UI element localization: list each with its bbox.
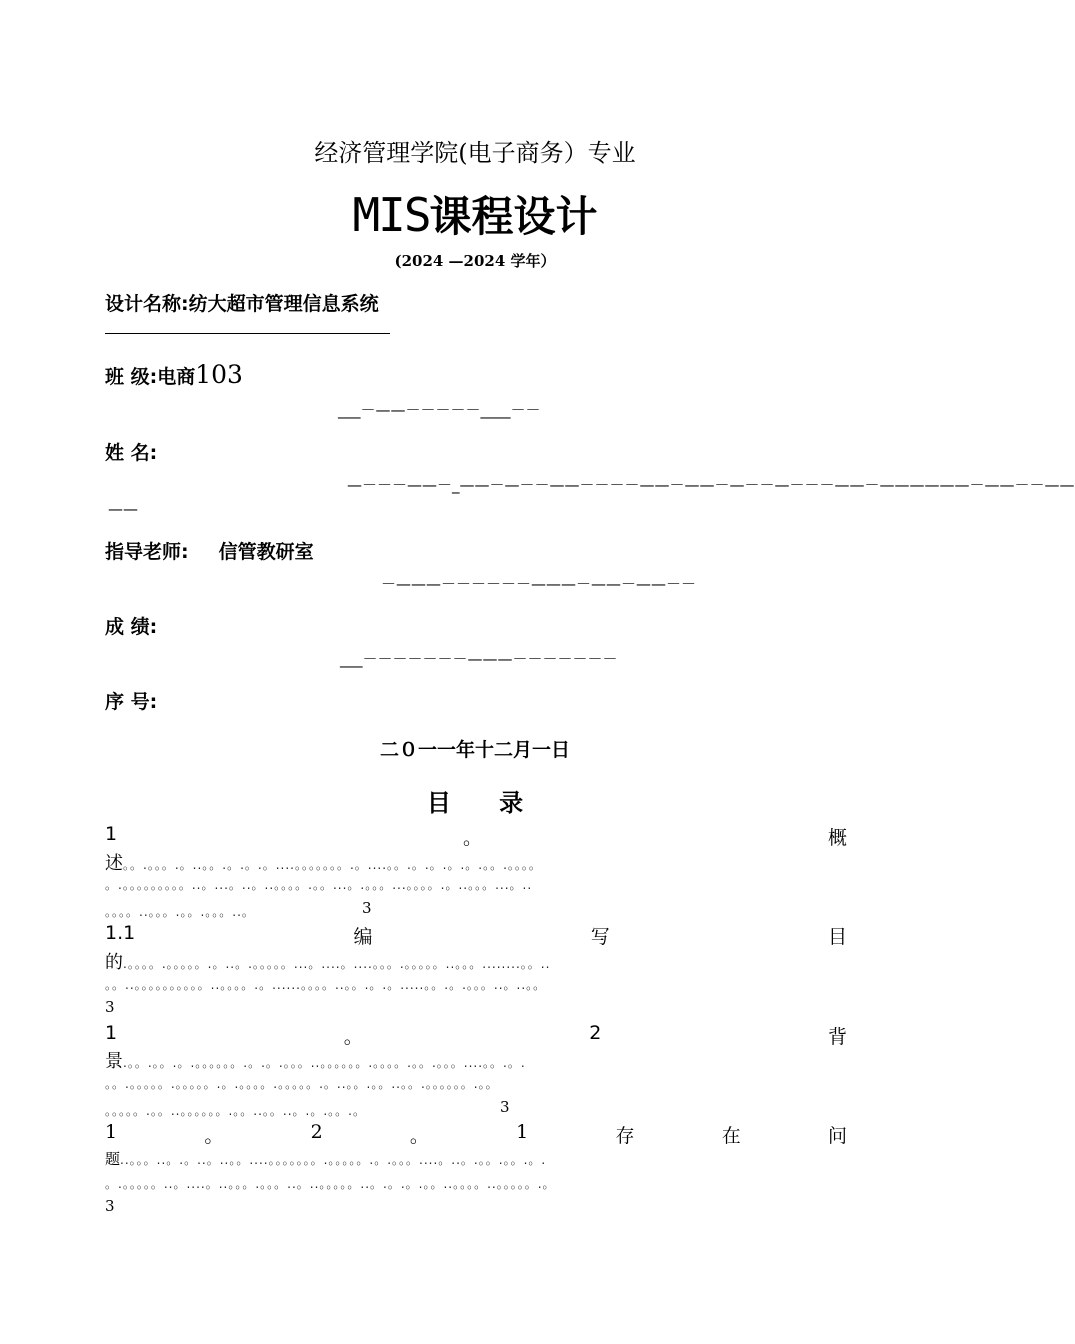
toc-heading: 目 录 (426, 789, 524, 817)
toc-entry-part: 编 (353, 926, 373, 948)
year-line: (2024 —2024 学年） (394, 252, 556, 270)
page-title (0, 184, 950, 244)
advisor-value: 信管教研室 (218, 541, 314, 563)
toc-entry-3-leader (105, 1047, 850, 1073)
toc-entry-continuation: 景 (105, 1051, 123, 1072)
toc-entry-part: 2 (310, 1121, 323, 1143)
design-name-field: 设计名称:纺大超市管理信息系统 (105, 293, 379, 315)
class-field (105, 360, 243, 389)
toc-entry-2-page: 3 (105, 998, 115, 1016)
toc-entry-part: 在 (721, 1125, 741, 1147)
design-underline (105, 333, 390, 334)
advisor-label: 指导老师: (105, 541, 189, 563)
toc-entry-3-title[interactable] (105, 1022, 847, 1049)
toc-entry-4-page: 3 (105, 1197, 115, 1215)
toc-entry-2-leader-2: 。。..。。。。。。。。。。..。。。。.。......。。。。..。。.。.。.....。。.。.。。。..。..。。 (105, 978, 547, 992)
toc-entry-continuation: 题 (105, 1150, 121, 1168)
dot-leader: .。。.。。.。.。。。。。。.。.。.。。。..。。。。。。.。。。。.。。.。。。....。。.。. (123, 1056, 526, 1070)
toc-entry-1-leader-2: 。.。。。。。。。。。..。...。..。..。。。。.。。...。.。。。...。。。。.。..。。。...。.. (105, 878, 533, 892)
toc-entry-part: 1 (105, 1022, 118, 1044)
toc-entry-part: 背 (827, 1026, 847, 1048)
toc-entry-3-leader-2: 。。.。。。。。.。。。。。.。.。。。。.。。。。。.。..。。.。。..。。.。。。。。。.。。 (105, 1077, 499, 1091)
toc-entry-2-leader (105, 948, 850, 974)
dot-leader: .。。。。.。。。。。.。..。.。。。。。...。....。....。。。.。。。。。..。。。........。。.. (123, 957, 551, 971)
toc-entry-1-leader-3: 。。。。..。。。.。。.。。。..。 (105, 905, 255, 919)
class-underline: ___－——－－－－－____－－ (338, 401, 541, 419)
toc-entry-1-leader (105, 849, 850, 875)
toc-entry-2-title[interactable] (105, 922, 847, 949)
toc-entry-3-leader-3: 。。。。。.。。..。。。。。。.。。..。。..。.。.。。.。 (105, 1104, 366, 1118)
toc-entry-continuation: 的 (105, 952, 123, 973)
toc-entry-part: 。 (343, 1026, 363, 1048)
grade-label: 成 绩: (105, 616, 158, 638)
toc-entry-part: 2 (589, 1022, 602, 1044)
toc-entry-4-leader (105, 1148, 850, 1169)
toc-entry-part: 。 (409, 1125, 429, 1147)
toc-entry-4-leader-2: 。.。。。。。..。....。..。。。.。。。..。..。。。。。..。.。.。.。。..。。。。..。。。。。.。 (105, 1177, 556, 1191)
toc-entry-part: 1 (105, 1121, 118, 1143)
advisor-field (105, 537, 314, 564)
title-latin: MIS (352, 188, 430, 242)
name-underline-continued: —— (108, 500, 138, 518)
class-label: 班 级:电商 (105, 366, 196, 388)
dot-leader: 。。.。。。.。..。。.。.。.。....。。。。。。。.。....。。.。.。.。.。.。。.。。。。 (123, 858, 542, 872)
toc-entry-part: 目 (827, 926, 847, 948)
toc-entry-1-page: 3 (362, 899, 372, 917)
toc-entry-part: 。 (463, 827, 483, 849)
toc-entry-part: 写 (590, 926, 610, 948)
advisor-underline: －———－－－－－－———－——－——－－ (381, 575, 697, 593)
name-underline: —－－－——－_——－—－－——－－－－——－——－—－－—－－－——－——————－——－－—— (347, 476, 1075, 494)
class-value: 103 (195, 360, 243, 389)
toc-entry-part: 存 (615, 1125, 635, 1147)
toc-entry-part: 。 (204, 1125, 224, 1147)
dot-leader: ..。。。..。.。..。..。。....。。。。。。。.。。。。。.。.。。。....。..。.。。.。。.。. (120, 1153, 547, 1167)
toc-entry-part: 概 (827, 827, 847, 849)
date-line: 二０一一年十二月一日 (379, 739, 570, 761)
toc-entry-part: 1 (516, 1121, 529, 1143)
toc-entry-continuation: 述 (105, 853, 123, 874)
sequence-label: 序 号: (105, 691, 158, 713)
college-line: 经济管理学院(电子商务）专业 (314, 139, 636, 167)
grade-underline: ___－－－－－－－———－－－－－－－ (340, 650, 618, 668)
toc-entry-part: 问 (827, 1125, 847, 1147)
toc-entry-3-page: 3 (500, 1098, 510, 1116)
toc-entry-part: 1 (105, 823, 118, 845)
name-label: 姓 名: (105, 442, 158, 464)
toc-entry-1-title[interactable] (105, 823, 847, 850)
toc-entry-part: 1.1 (105, 922, 136, 944)
toc-entry-4-title[interactable] (105, 1121, 847, 1148)
title-cjk: 课程设计 (429, 192, 598, 241)
